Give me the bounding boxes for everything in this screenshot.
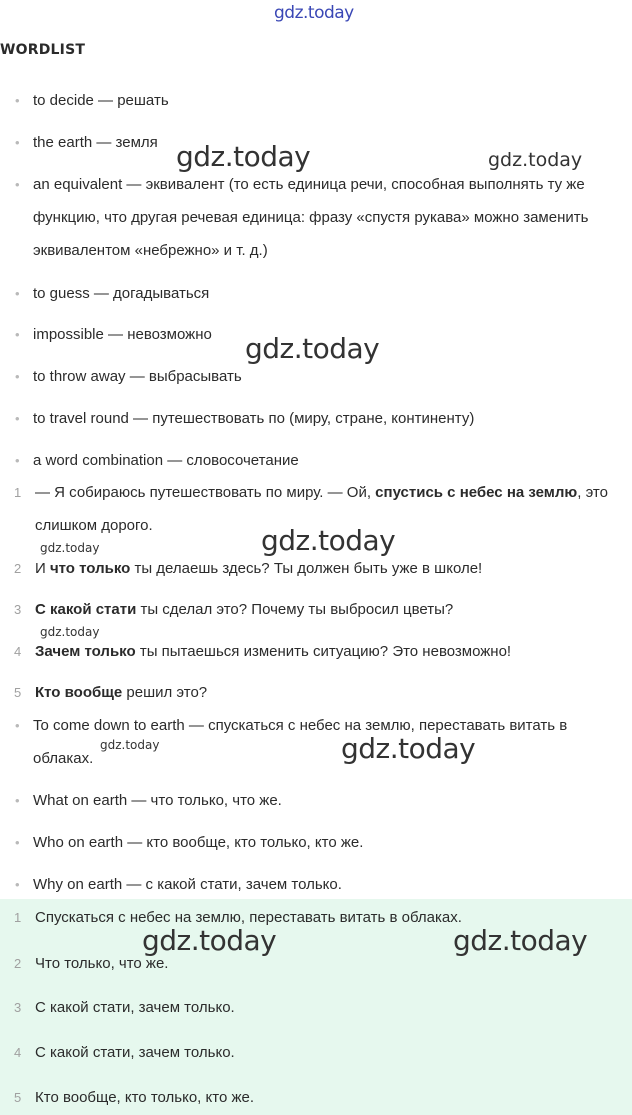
exercise-item: 4 Зачем только ты пытаешься изменить ситуацию? Это невозможно! <box>14 643 512 660</box>
wordlist-item: • to throw away — выбрасывать <box>0 360 632 393</box>
exercise-item: 3 С какой стати ты сделал это? Почему ты выбросил цветы? <box>14 601 454 618</box>
wordlist-heading: WORDLIST <box>0 42 86 58</box>
answer-item: 2 Что только, что же. <box>14 955 169 972</box>
watermark: gdz.today <box>488 149 583 171</box>
watermark: gdz.today <box>142 924 277 957</box>
wordlist-item: • to guess — догадываться <box>0 277 632 310</box>
bullet-icon: • <box>15 453 20 468</box>
answer-item: 1 Спускаться с небес на землю, переставать витать в облаках. <box>14 909 462 926</box>
wordlist-item: • to decide — решать <box>0 84 632 117</box>
exercise-item: 1 — Я собираюсь путешествовать по миру. — Ой, спустись с небес на землю, это слишком дорого. <box>14 484 608 534</box>
watermark: gdz.today <box>176 140 311 173</box>
answer-item: 3 С какой стати, зачем только. <box>14 999 235 1016</box>
watermark: gdz.today <box>100 738 160 752</box>
bullet-icon: • <box>15 286 20 301</box>
bullet-icon: • <box>15 177 20 192</box>
bullet-icon: • <box>15 718 20 733</box>
bullet-icon: • <box>15 327 20 342</box>
bullet-icon: • <box>15 411 20 426</box>
wordlist-item: • an equivalent — эквивалент (то есть единица речи, способная выполнять ту же функцию, что другая речевая единица: фразу «спустя рукава» можно заменить эквивалентом «небрежно» и т. д.) <box>0 168 632 267</box>
phrase-item: • To come down to earth — спускаться с небес на землю, переставать витать в облаках. <box>0 709 632 775</box>
phrase-item: • What on earth — что только, что же. <box>0 784 632 817</box>
bullet-icon: • <box>15 793 20 808</box>
wordlist-item: • the earth — земля <box>0 126 632 159</box>
answer-item: 5 Кто вообще, кто только, кто же. <box>14 1089 254 1106</box>
watermark: gdz.today <box>341 732 476 765</box>
bullet-icon: • <box>15 93 20 108</box>
bullet-icon: • <box>15 135 20 150</box>
phrase-item: • Why on earth — с какой стати, зачем только. <box>0 868 632 901</box>
watermark: gdz.today <box>453 924 588 957</box>
watermark: gdz.today <box>245 332 380 365</box>
watermark: gdz.today <box>261 524 396 557</box>
wordlist-item: • to travel round — путешествовать по (миру, стране, континенту) <box>0 402 632 435</box>
watermark: gdz.today <box>40 541 100 555</box>
wordlist-item: • a word combination — словосочетание <box>0 444 632 477</box>
bullet-icon: • <box>15 369 20 384</box>
watermark-top: gdz.today <box>274 3 354 23</box>
bullet-icon: • <box>15 835 20 850</box>
phrase-item: • Who on earth — кто вообще, кто только, кто же. <box>0 826 632 859</box>
exercise-item: 5 Кто вообще решил это? <box>14 684 208 701</box>
answer-item: 4 С какой стати, зачем только. <box>14 1044 235 1061</box>
watermark: gdz.today <box>40 625 100 639</box>
bullet-icon: • <box>15 877 20 892</box>
wordlist-item: • impossible — невозможно <box>0 318 632 351</box>
exercise-item: 2 И что только ты делаешь здесь? Ты должен быть уже в школе! <box>14 560 483 577</box>
